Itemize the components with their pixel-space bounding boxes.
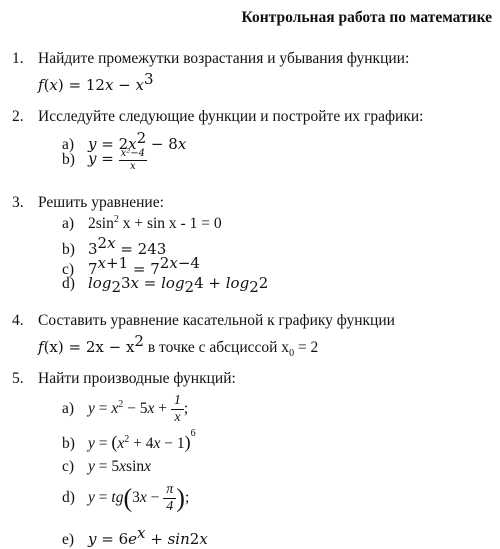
q4-formula: $f(x) = 2x - x^2$ в точке с абсциссой $x_0 = 2$ (38, 332, 319, 360)
question-2 (12, 108, 423, 126)
item-label: d) (62, 275, 75, 292)
fraction (171, 393, 184, 426)
q2-item-b: b) y = $\frac{\text{x²−4}}{x}$ (62, 148, 145, 172)
numerator: x²−4 (120, 148, 145, 159)
q5-item-a: a) $y = x^2 - 5x$ + $\frac{1}{x}$ ; (62, 393, 189, 426)
question-text: Составить уравнение касательной к графику функции (38, 312, 395, 329)
q3-item-d: d) $\log_23x = \log_24 + \log_22$ (62, 274, 269, 297)
question-number: 1. (12, 50, 24, 67)
q1-formula: $f(x) = 12x - x^3$ (38, 70, 154, 95)
item-label: c) (62, 261, 75, 279)
question-text: Решить уравнение: (38, 194, 164, 211)
q5-item-c: c) y = 5xsinx (62, 458, 152, 475)
question-number: 5. (12, 370, 24, 387)
q5-item-e: e) $y = 6e^x + \sin 2x$ (62, 524, 208, 549)
fraction (119, 148, 147, 172)
item-label: a) (62, 400, 75, 418)
item-label: b) (62, 150, 75, 168)
fraction (163, 482, 176, 515)
item-label: e) (62, 531, 75, 549)
question-text: Найдите промежутки возрастания и убывания функции: (38, 50, 410, 67)
question-number: 3. (12, 194, 24, 211)
question-text: Исследуйте следующие функции и постройте их графики: (38, 108, 424, 125)
q3-item-c: c) $7^{x+1} = 7^{2x-4}$ (62, 254, 200, 279)
item-label: b) (62, 435, 75, 452)
item-label: b) (62, 241, 75, 259)
item-label: c) (62, 458, 75, 475)
q3-item-a: a) $2\sin^2$ x + sin x - 1 = 0 (62, 214, 222, 233)
question-number: 2. (12, 108, 24, 125)
denominator: x (174, 410, 181, 426)
q5-item-d: d) y = tg(3x − $\frac{\pi}{4}$ ); (62, 482, 190, 515)
question-1 (12, 50, 409, 68)
item-label: a) (62, 136, 75, 154)
denominator: 4 (166, 499, 174, 515)
question-text: Найти производные функций: (38, 370, 236, 387)
q5-item-b: b) $y = (x^2 + 4x - 1)^6$ (62, 427, 196, 452)
question-4 (12, 312, 395, 330)
question-3 (12, 194, 164, 212)
page-title: Контрольная работа по математике (241, 9, 492, 26)
question-5 (12, 370, 236, 388)
item-label: a) (62, 215, 75, 233)
numerator: 1 (171, 393, 184, 410)
q3-item-b: b) $3^{2x} = 243$ (62, 234, 167, 259)
punctuation: ; (183, 400, 189, 418)
numerator: π (163, 482, 176, 499)
item-label: d) (62, 489, 75, 507)
q2-item-a: a) $y = 2x^2 - 8x$ (62, 129, 187, 154)
denominator: x (129, 160, 136, 172)
question-number: 4. (12, 312, 24, 329)
